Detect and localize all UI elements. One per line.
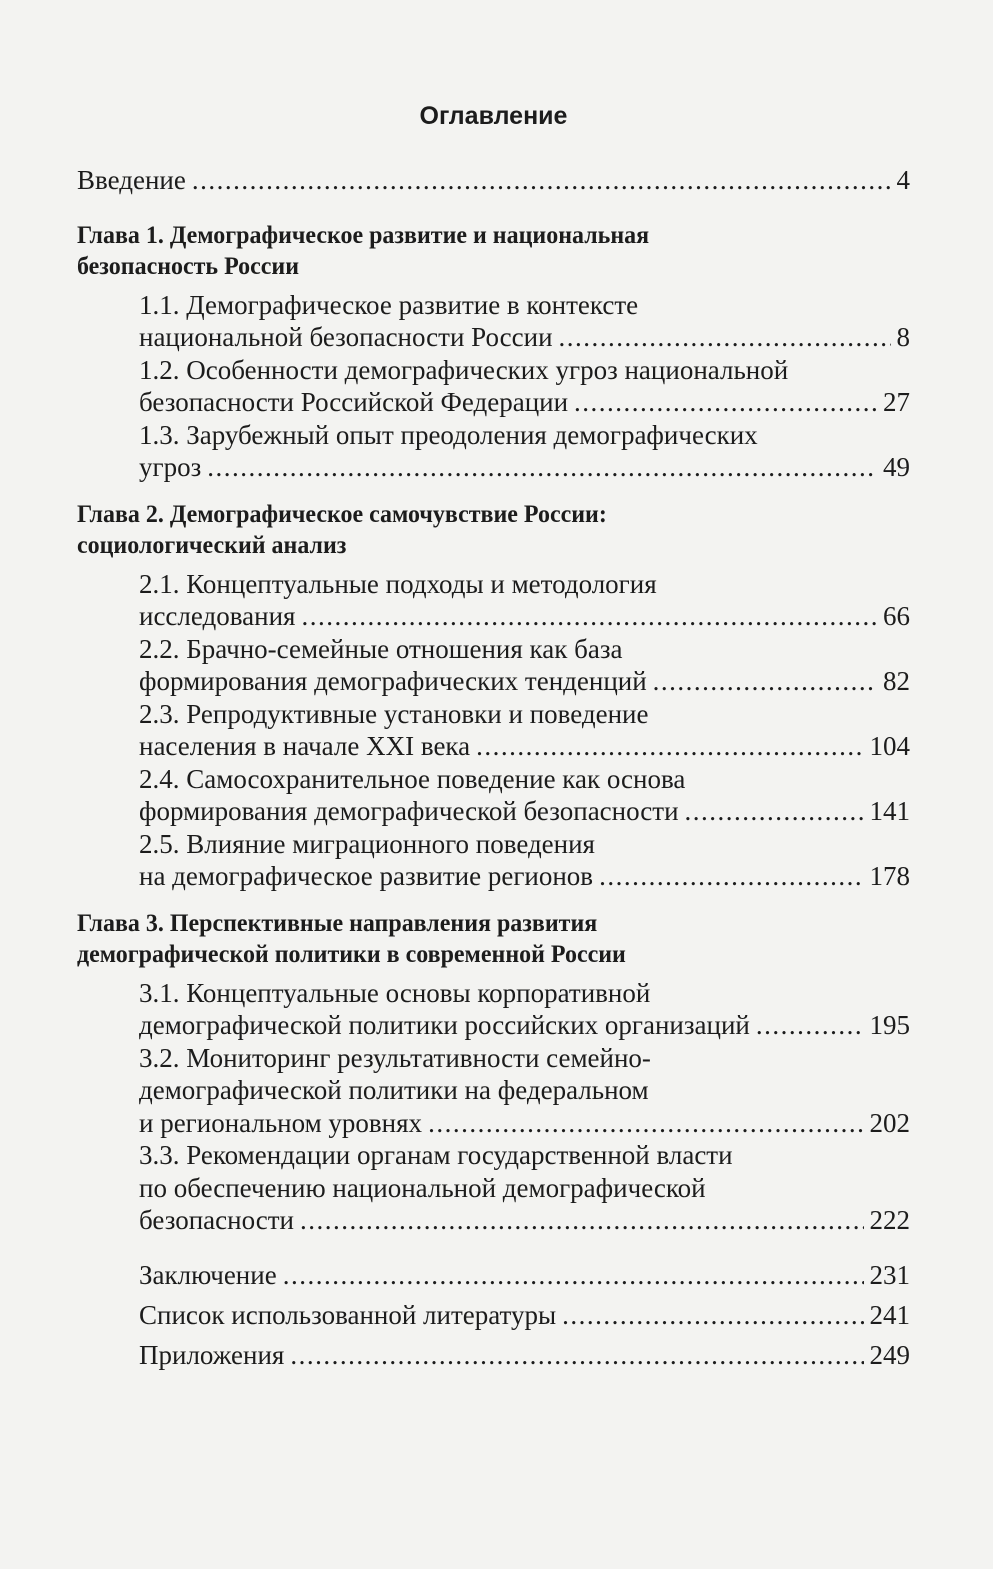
section-title-line: 1.3. Зарубежный опыт преодоления демографических bbox=[139, 419, 758, 450]
toc-page-number: 49 bbox=[883, 452, 910, 482]
toc-page-number: 8 bbox=[896, 322, 910, 352]
dot-leader bbox=[653, 665, 877, 698]
dot-leader bbox=[207, 451, 877, 484]
section-title-line: угроз bbox=[139, 452, 202, 482]
toc-entry-2-5 bbox=[139, 828, 910, 893]
section-title-line: 1.2. Особенности демографических угроз национальной bbox=[139, 354, 789, 385]
section-title-line: 2.2. Брачно-семейные отношения как база bbox=[139, 633, 623, 664]
section-title-line: демографической политики на федеральном bbox=[139, 1075, 649, 1105]
toc-page-number: 222 bbox=[869, 1205, 910, 1235]
toc-entry-label: Заключение bbox=[139, 1259, 277, 1290]
toc-entry-3-3 bbox=[139, 1139, 910, 1237]
section-title-line: 1.1. Демографическое развитие в контексте bbox=[139, 289, 639, 320]
section-title-line: и региональном уровнях bbox=[139, 1107, 423, 1138]
toc-entry-label: Список использованной литературы bbox=[139, 1299, 557, 1330]
toc-page-number: 141 bbox=[869, 796, 910, 826]
chapter-3-heading bbox=[77, 907, 907, 969]
section-title-line: населения в начале XXI века bbox=[139, 731, 471, 761]
dot-leader bbox=[283, 1255, 864, 1295]
toc-entry-1-2 bbox=[139, 354, 910, 419]
section-title-line: национальной безопасности России bbox=[139, 322, 553, 352]
dot-leader bbox=[599, 860, 863, 893]
toc-entry-3-1 bbox=[139, 977, 910, 1042]
dot-leader bbox=[756, 1009, 864, 1042]
dot-leader bbox=[301, 600, 877, 633]
chapter-title-line: безопасность России bbox=[77, 250, 300, 280]
dot-leader bbox=[562, 1295, 863, 1335]
section-title-line: по обеспечению национальной демографической bbox=[139, 1172, 706, 1203]
section-title-line: исследования bbox=[139, 601, 296, 631]
section-title-line: демографической политики российских организаций bbox=[139, 1010, 750, 1040]
toc-page-number: 27 bbox=[883, 387, 910, 417]
toc-page-number: 202 bbox=[869, 1107, 910, 1138]
chapter-title-line: социологический анализ bbox=[77, 529, 347, 559]
toc-page-number: 241 bbox=[869, 1299, 910, 1330]
dot-leader bbox=[428, 1107, 863, 1140]
chapter-2-heading bbox=[77, 498, 907, 560]
toc-entry-appendices bbox=[139, 1335, 910, 1375]
dot-leader bbox=[290, 1335, 863, 1375]
chapter-title-line: Глава 1. Демографическое развитие и национальная bbox=[77, 219, 650, 249]
chapter-1-heading bbox=[77, 219, 907, 281]
chapter-title-line: Глава 2. Демографическое самочувствие России: bbox=[77, 498, 607, 528]
toc-entry-intro bbox=[77, 164, 910, 197]
dot-leader bbox=[559, 321, 891, 354]
section-title-line: безопасности Российской Федерации bbox=[139, 387, 569, 417]
section-title-line: на демографическое развитие регионов bbox=[139, 861, 594, 891]
end-matter bbox=[77, 1255, 910, 1375]
toc-entry-2-3 bbox=[139, 698, 910, 763]
section-title-line: формирования демографических тенденций bbox=[139, 666, 647, 696]
toc-entry-conclusion bbox=[139, 1255, 910, 1295]
section-title-line: безопасности bbox=[139, 1205, 294, 1235]
toc-page-number: 178 bbox=[869, 861, 910, 891]
toc-page-number: 104 bbox=[869, 731, 910, 761]
chapter-title-line: демографической политики в современной России bbox=[77, 938, 626, 968]
section-title-line: 3.2. Мониторинг результативности семейно- bbox=[139, 1042, 651, 1073]
toc-entry-2-4 bbox=[139, 763, 910, 828]
toc-entry-3-2 bbox=[139, 1042, 910, 1140]
toc-page-number: 4 bbox=[896, 165, 910, 195]
toc-page-number: 82 bbox=[883, 666, 910, 696]
toc-entry-1-3 bbox=[139, 419, 910, 484]
section-title-line: 2.1. Концептуальные подходы и методология bbox=[139, 568, 657, 599]
table-of-contents bbox=[77, 96, 910, 1375]
section-title-line: формирования демографической безопасности bbox=[139, 796, 679, 826]
toc-entry-1-1 bbox=[139, 289, 910, 354]
toc-page-number: 249 bbox=[869, 1339, 910, 1370]
section-title-line: 3.3. Рекомендации органам государственной власти bbox=[139, 1140, 733, 1170]
dot-leader bbox=[574, 386, 877, 419]
toc-page-number: 66 bbox=[883, 601, 910, 631]
toc-page-number: 231 bbox=[869, 1259, 910, 1290]
toc-entry-2-1 bbox=[139, 568, 910, 633]
section-title-line: 2.3. Репродуктивные установки и поведение bbox=[139, 698, 649, 729]
section-title-line: 2.4. Самосохранительное поведение как основа bbox=[139, 763, 686, 794]
section-title-line: 3.1. Концептуальные основы корпоративной bbox=[139, 977, 651, 1008]
dot-leader bbox=[476, 730, 863, 763]
chapter-title-line: Глава 3. Перспективные направления развития bbox=[77, 907, 598, 937]
section-title-line: 2.5. Влияние миграционного поведения bbox=[139, 828, 595, 859]
toc-entry-references bbox=[139, 1295, 910, 1335]
toc-entry-label: Приложения bbox=[139, 1339, 285, 1370]
toc-page-number: 195 bbox=[869, 1010, 910, 1040]
dot-leader bbox=[192, 164, 891, 197]
dot-leader bbox=[300, 1204, 864, 1237]
toc-entry-label: Введение bbox=[77, 165, 186, 195]
dot-leader bbox=[685, 795, 864, 828]
toc-entry-2-2 bbox=[139, 633, 910, 698]
toc-title: Оглавление bbox=[419, 102, 568, 130]
